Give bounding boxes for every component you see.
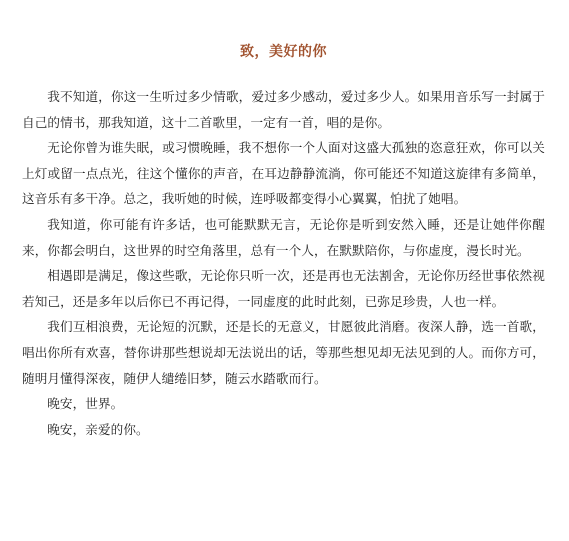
paragraph-2: 无论你曾为谁失眠，或习惯晚睡，我不想你一个人面对这盛大孤独的恣意狂欢，你可以关上灯或留一点点光，往这个懂你的声音，在耳边静静流淌，你可能还不知道这旋律有多简单，这音乐有多干净。总之，我听她的时候，连呼吸都变得小心翼翼，怕扰了她唱。	[22, 140, 545, 207]
paragraph-1: 我不知道，你这一生听过多少情歌，爱过多少感动，爱过多少人。如果用音乐写一封属于自己的情书，那我知道，这十二首歌里，一定有一首，唱的是你。	[22, 89, 545, 130]
document-title: 致，美好的你	[240, 44, 327, 60]
document-page	[22, 0, 545, 541]
paragraph-3: 我知道，你可能有许多话，也可能默默无言，无论你是听到安然入睡，还是让她伴你醒来，你都会明白，这世界的时空角落里，总有一个人，在默默陪你，与你虚度，漫长时光。	[22, 216, 545, 258]
closing-line-2: 晚安，亲爱的你。	[47, 421, 149, 437]
paragraph-5: 我们互相浪费，无论短的沉默，还是长的无意义，甘愿彼此消磨。夜深人静，选一首歌，唱出你所有欢喜，替你讲那些想说却无法说出的话，等那些想见却无法见到的人。而你方可，随明月懂得深夜，随伊人缱绻旧梦，随云水踏歌而行。	[22, 319, 545, 386]
paragraph-4: 相遇即是满足，像这些歌，无论你只听一次，还是再也无法割舍，无论你历经世事依然视若知己，还是多年以后你已不再记得，一同虚度的此时此刻，已弥足珍贵，人也一样。	[22, 268, 545, 309]
closing-line-1: 晚安，世界。	[47, 396, 124, 412]
document-body	[22, 84, 545, 442]
